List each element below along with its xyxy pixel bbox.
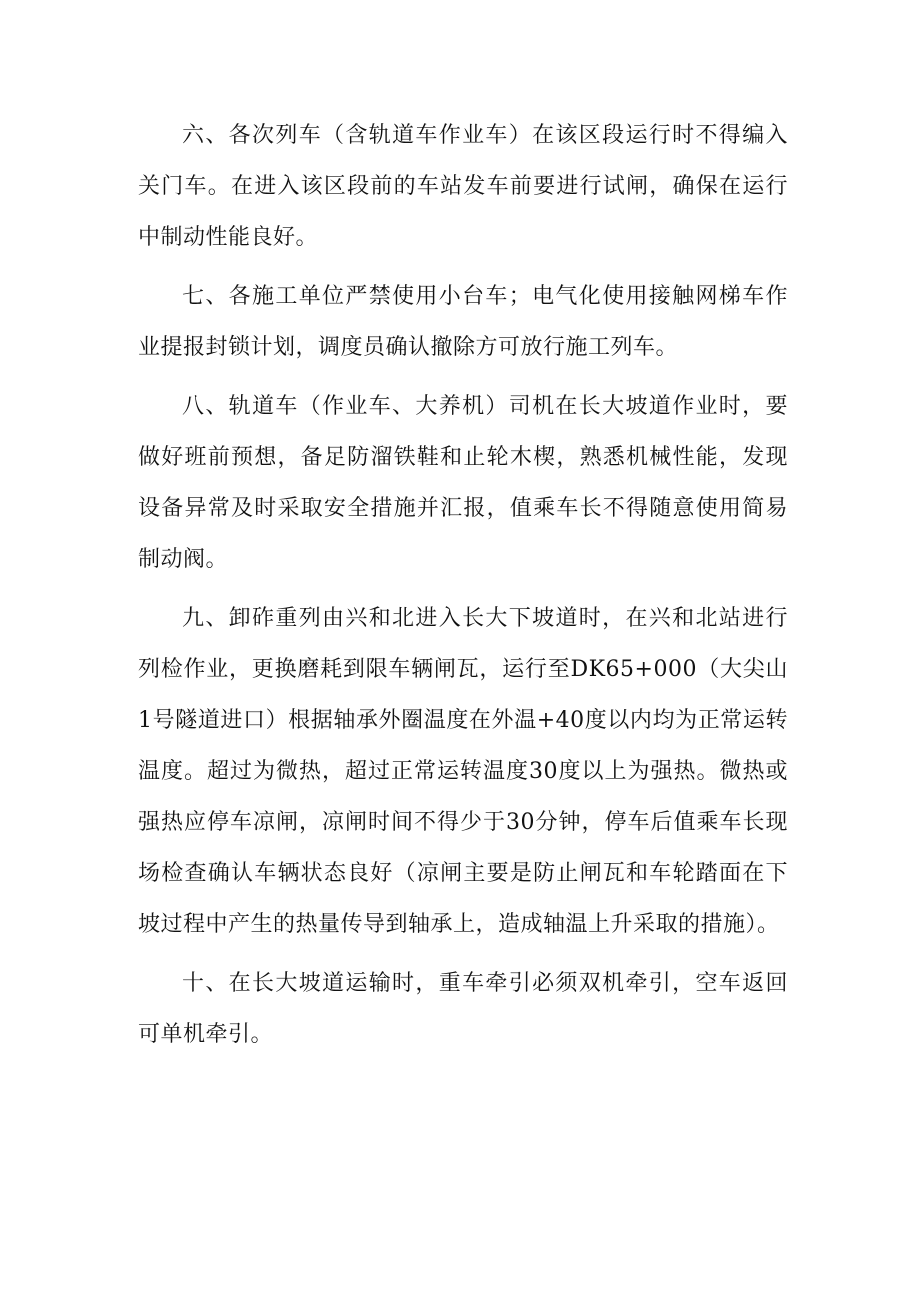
paragraph-eight: 八、轨道车（作业车、大养机）司机在长大坡道作业时，要做好班前预想，备足防溜铁鞋和止轮木楔，熟悉机械性能，发现设备异常及时采取安全措施并汇报，值乘车长不得随意使用简易制动阀。 [138, 394, 788, 572]
paragraph-six: 六、各次列车（含轨道车作业车）在该区段运行时不得编入关门车。在进入该区段前的车站发车前要进行试闸，确保在运行中制动性能良好。 [138, 123, 788, 250]
paragraph-nine: 九、卸砟重列由兴和北进入长大下坡道时，在兴和北站进行列检作业，更换磨耗到限车辆闸瓦，运行至DK65+000（大尖山1号隧道进口）根据轴承外圈温度在外温+40度以内均为正常运转温度。超过为微热，超过正常运转温度30度以上为强热。微热或强热应停车凉闸，凉闸时间不得少于30分钟，停车后值乘车长现场检查确认车辆状态良好（凉闸主要是防止闸瓦和车轮踏面在下坡过程中产生的热量传导到轴承上，造成轴温上升采取的措施）。 [138, 606, 788, 937]
paragraph-seven: 七、各施工单位严禁使用小台车；电气化使用接触网梯车作业提报封锁计划，调度员确认撤除方可放行施工列车。 [138, 284, 788, 360]
document-body [138, 110, 788, 1068]
paragraph-ten: 十、在长大坡道运输时，重车牵引必须双机牵引，空车返回可单机牵引。 [138, 971, 788, 1047]
